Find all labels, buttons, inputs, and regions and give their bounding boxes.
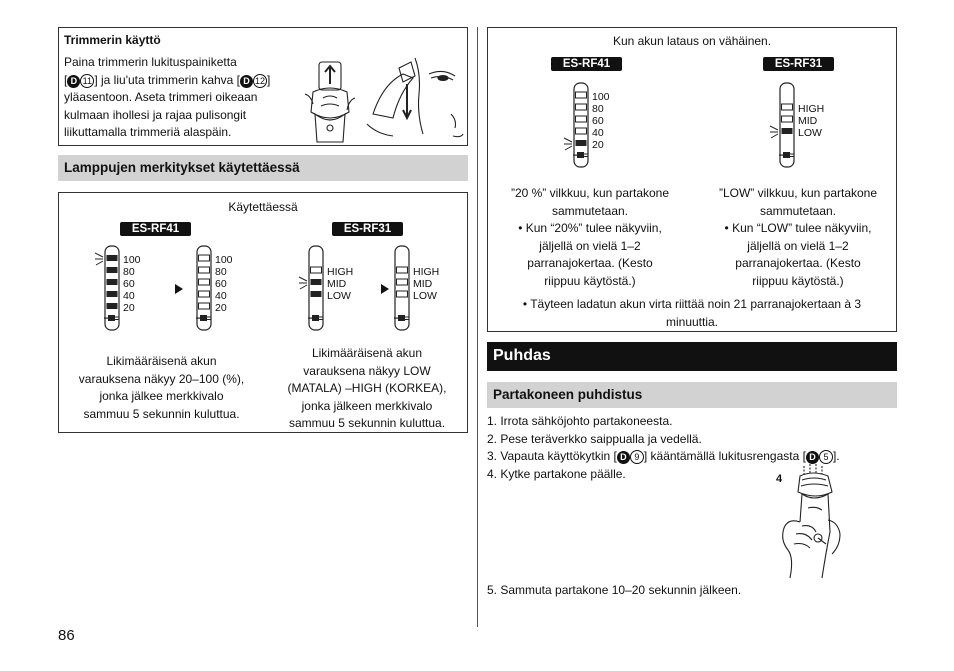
rf31-indicator-before xyxy=(299,246,353,330)
rf41-indicator-sequence xyxy=(95,243,275,335)
rf31-low-indicator xyxy=(768,80,838,172)
svg-text:60: 60 xyxy=(123,278,135,290)
full-charge-note: • Täyteen ladatun akun virta riittää noin 21 parranajokertaan à 3 minuuttia. xyxy=(522,297,862,329)
callout-number: 12 xyxy=(255,75,266,86)
svg-text:60: 60 xyxy=(215,278,227,290)
rf31-indicator-after xyxy=(394,246,439,330)
figure-d-badge: D xyxy=(240,75,253,88)
svg-text:HIGH: HIGH xyxy=(327,266,354,278)
arrow-right-icon xyxy=(381,284,389,294)
svg-text:40: 40 xyxy=(123,290,135,302)
svg-text:MID: MID xyxy=(327,278,347,290)
svg-text:100: 100 xyxy=(123,254,141,266)
model-badge-rf31: ES-RF31 xyxy=(763,57,834,71)
trimmer-box xyxy=(58,27,468,146)
rf41-indicator-after xyxy=(196,246,233,330)
model-badge-rf31: ES-RF31 xyxy=(332,222,403,236)
puhdas-header: Puhdas xyxy=(487,342,897,371)
in-use-caption: Käytettäessä xyxy=(228,200,298,214)
step-1: 1. Irrota sähköjohto partakoneesta. xyxy=(487,414,673,428)
step-2: 2. Pese teräverkko saippualla ja vedellä. xyxy=(487,431,702,446)
svg-text:100: 100 xyxy=(215,254,233,266)
svg-text:80: 80 xyxy=(215,266,227,278)
model-badge-rf41: ES-RF41 xyxy=(551,57,622,71)
svg-text:80: 80 xyxy=(123,266,135,278)
svg-text:LOW: LOW xyxy=(327,290,351,302)
figure-d-badge: D xyxy=(617,451,630,464)
trimmer-illustration xyxy=(303,54,467,146)
model-badge-rf41: ES-RF41 xyxy=(120,222,191,236)
trimmer-title: Trimmerin käyttö xyxy=(64,33,161,47)
rf31-low-description: ”LOW” vilkkuu, kun partakone sammutetaan. • Kun “LOW” tulee näkyviin, jäljellä on vielä 1–2 parranajokertaa. (Kesto riippuu käytöstä.) xyxy=(718,186,878,288)
svg-text:MID: MID xyxy=(413,278,433,290)
figure-d-badge: D xyxy=(806,451,819,464)
svg-text:HIGH: HIGH xyxy=(798,103,825,115)
svg-text:40: 40 xyxy=(592,127,604,139)
svg-text:LOW: LOW xyxy=(798,127,822,139)
step-5: 5. Sammuta partakone 10–20 sekunnin jälkeen. xyxy=(487,583,742,597)
shaver-in-hand-illustration xyxy=(766,462,856,582)
in-use-box xyxy=(58,192,468,433)
callout-number: 9 xyxy=(630,450,644,464)
rf31-indicator-sequence xyxy=(297,243,467,335)
svg-text:LOW: LOW xyxy=(413,290,437,302)
rf41-low-description: ”20 %” vilkkuu, kun partakone sammutetaan. • Kun “20%” tulee näkyviin, jäljellä on vielä 1–2 parranajokertaa. (Kesto riippuu käytöstä.) xyxy=(510,186,670,288)
page-number: 86 xyxy=(58,627,75,644)
svg-text:80: 80 xyxy=(592,103,604,115)
low-battery-caption: Kun akun lataus on vähäinen. xyxy=(612,34,772,48)
svg-text:20: 20 xyxy=(123,302,135,314)
figure-d-badge: D xyxy=(67,75,80,88)
step-3: 3. Vapauta käyttökytkin [ D 9 ] kääntämällä lukitusrengasta [ D 5 ]. xyxy=(487,449,840,463)
svg-text:40: 40 xyxy=(215,290,227,302)
trimmer-instructions: Paina trimmerin lukituspainiketta [ D 11 ] ja liu'uta trimmerin kahva [ D 12 ] yläasentoon. Aseta trimmeri oikeaan kulmaan ihollesi ja rajaa pulisongit liikuttamalla trimmeriä alaspäin. xyxy=(64,55,271,139)
callout-number: 5 xyxy=(819,450,833,464)
svg-text:MID: MID xyxy=(798,115,818,127)
rf41-low-indicator xyxy=(562,80,622,172)
step-4: 4. Kytke partakone päälle. xyxy=(487,466,626,481)
lamps-section-header: Lamppujen merkitykset käytettäessä xyxy=(58,155,468,181)
svg-text:60: 60 xyxy=(592,115,604,127)
svg-text:100: 100 xyxy=(592,91,610,103)
arrow-right-icon xyxy=(175,284,183,294)
column-divider xyxy=(477,27,478,627)
rf41-description: Likimääräisenä akun varauksena näkyy 20–100 (%), jonka jälkee merkkivalo sammuu 5 sekunnin kuluttua. xyxy=(78,354,245,421)
figure-label: 4 xyxy=(776,473,783,485)
svg-text:20: 20 xyxy=(215,302,227,314)
callout-number: 11 xyxy=(80,74,94,88)
rf41-indicator-before xyxy=(95,246,141,330)
rf31-description: Likimääräisenä akun varauksena näkyy LOW (MATALA) –HIGH (KORKEA), jonka jälkeen merkkivalo sammuu 5 sekunnin kuluttua. xyxy=(287,346,447,430)
cleaning-subheader: Partakoneen puhdistus xyxy=(487,382,897,408)
svg-text:HIGH: HIGH xyxy=(413,266,440,278)
svg-text:20: 20 xyxy=(592,139,604,151)
low-battery-box xyxy=(487,27,897,332)
